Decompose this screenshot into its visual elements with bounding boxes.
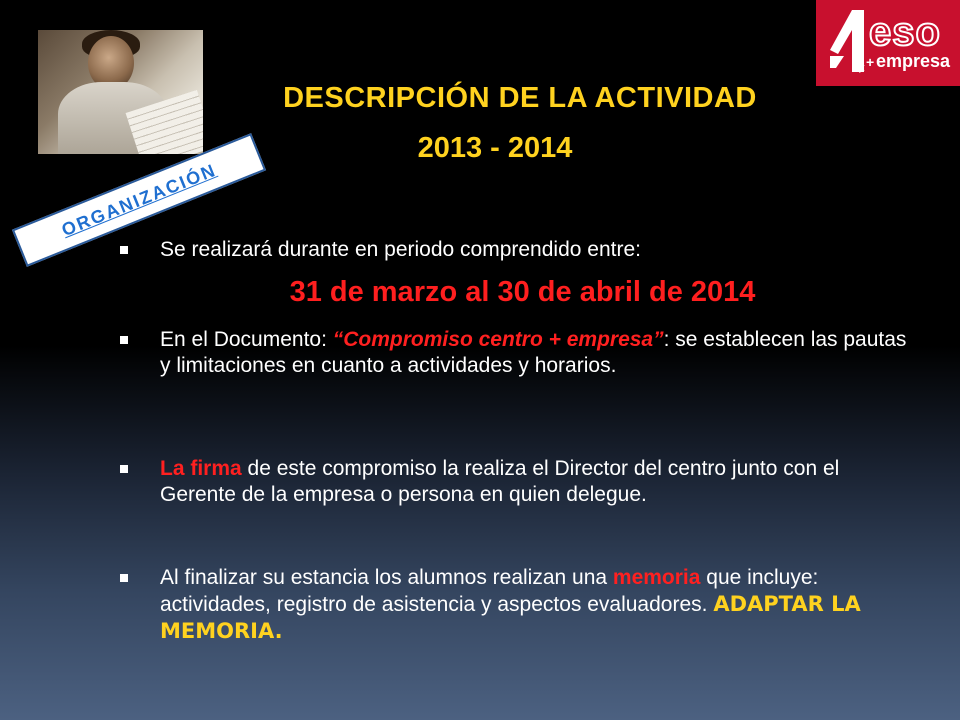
bullet-square-icon — [120, 336, 128, 344]
logo-eso-text: eso — [869, 10, 941, 54]
snowflake-icon: ❄ — [854, 60, 866, 76]
bullet2-pre: En el Documento: — [160, 328, 333, 351]
bullet-text — [160, 565, 910, 645]
logo-empresa-text: empresa — [876, 51, 951, 71]
bullet-period — [120, 237, 910, 263]
document-name: “Compromiso centro + empresa” — [332, 328, 664, 351]
bullet-text — [160, 456, 910, 508]
bullet-document — [120, 327, 910, 379]
eso-empresa-logo — [816, 0, 960, 86]
page-years: 2013 - 2014 — [417, 132, 573, 164]
memoria-highlight: memoria — [612, 566, 701, 589]
logo-plus: + — [866, 54, 875, 70]
bullet-square-icon — [120, 574, 128, 582]
bullet-signature — [120, 456, 910, 508]
bullet4-mid: que incluye: actividades, registro de asistencia y aspectos evaluadores. — [160, 566, 819, 616]
bullet2-post: : se establecen las pautas y limitaciones en cuanto a actividades y horarios. — [160, 328, 907, 377]
bullet-text — [160, 327, 910, 379]
adaptar-memoria-emphasis: ADAPTAR LA MEMORIA. — [160, 592, 861, 643]
bullet-text: Se realizará durante en periodo comprendido entre: — [160, 238, 641, 261]
signature-highlight: La firma — [160, 457, 242, 480]
date-range: 31 de marzo al 30 de abril de 2014 — [289, 276, 756, 308]
bullet3-post: de este compromiso la realiza el Director del centro junto con el Gerente de la empresa o persona en quien delegue. — [160, 457, 840, 506]
page-title: DESCRIPCIÓN DE LA ACTIVIDAD — [283, 82, 757, 114]
badge-label: ORGANIZACIÓN — [58, 159, 220, 240]
bullet-memoria — [120, 565, 910, 645]
bullet-square-icon — [120, 465, 128, 473]
bullet-square-icon — [120, 246, 128, 254]
bullet4-pre: Al finalizar su estancia los alumnos realizan una — [160, 566, 613, 589]
